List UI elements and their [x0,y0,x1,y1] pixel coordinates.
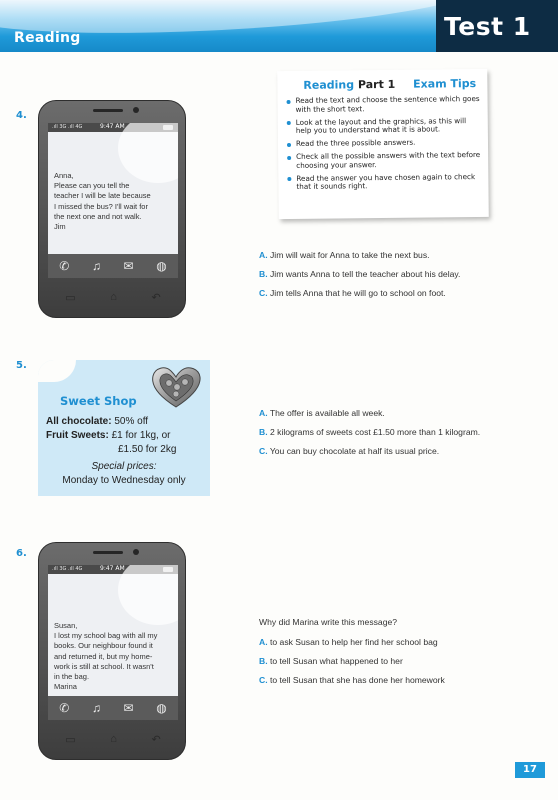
menu-icon: ▭ [65,733,76,746]
message-line: in the bag. [54,672,90,682]
tip-item: Check all the possible answers with the text before choosing your answer. [286,151,484,170]
option-letter: C. [259,288,268,298]
message-line: books. Our neighbour found it [54,641,153,651]
phone-message-4 [38,100,186,318]
answer-option-5c[interactable] [259,446,439,456]
exam-tips-card [277,69,489,219]
phone-speaker [93,109,123,112]
sweets-value: £1 for 1kg, or [111,430,171,441]
mail-icon: ✉ [123,701,134,715]
music-icon: ♫ [91,259,101,273]
sweets-offer-cont: £1.50 for 2kg [118,444,177,455]
music-icon: ♫ [91,701,101,715]
tips-title-exam-tips: Exam Tips [413,77,477,91]
option-letter: A. [259,637,268,647]
sweets-offer [46,430,171,441]
option-text: Jim tells Anna that he will go to school on foot. [269,288,446,298]
option-letter: B. [259,656,268,666]
signal-indicator: .ıll 3G .ıll 4G [52,566,83,572]
status-time: 9:47 AM [100,565,125,572]
option-text: Jim wants Anna to tell the teacher about his delay. [269,269,461,279]
text-message [54,621,172,692]
exam-tips-title [303,77,476,92]
phone-nav-bar [48,729,178,749]
page-number: 17 [515,762,545,778]
test-title: Test 1 [444,12,531,41]
home-icon: ⌂ [110,291,117,303]
section-title: Reading [14,30,81,46]
tip-item: Read the answer you have chosen again to check that it sounds right. [286,172,484,191]
answer-option-5a[interactable] [259,408,385,418]
option-letter: C. [259,446,268,456]
question-number-6: 6. [16,548,27,559]
status-time: 9:47 AM [100,123,125,130]
screen-glare [118,565,178,625]
option-letter: B. [259,427,268,437]
question-number-5: 5. [16,360,27,371]
globe-icon: ◍ [156,701,167,715]
tip-item: Read the three possible answers. [286,138,484,149]
phone-message-6 [38,542,186,760]
option-text: 2 kilograms of sweets cost £1.50 more than 1 kilogram. [269,427,481,437]
option-text: Jim will wait for Anna to take the next bus. [269,250,430,260]
answer-option-6a[interactable] [259,637,438,647]
message-line: and returned it, but my home- [54,651,153,661]
message-line: Please can you tell the [54,181,130,191]
message-line: I missed the bus? I'll wait for [54,201,148,211]
option-text: to ask Susan to help her find her school bag [269,637,438,647]
shop-title: Sweet Shop [60,394,137,408]
option-letter: B. [259,269,268,279]
answer-option-4a[interactable] [259,250,430,260]
message-line: Marina [54,682,77,692]
phone-nav-bar [48,287,178,307]
chocolate-value: 50% off [114,416,149,427]
option-text: to tell Susan that she has done her homework [269,675,445,685]
sweets-label: Fruit Sweets: [46,430,109,441]
chocolate-label: All chocolate: [46,416,112,427]
answer-option-4b[interactable] [259,269,460,279]
phone-icon: ✆ [59,259,70,273]
signal-indicator: .ıll 3G .ıll 4G [52,124,83,130]
home-icon: ⌂ [110,733,117,745]
page-header [0,0,558,52]
tips-title-part: Part 1 [357,77,396,92]
option-text: The offer is available all week. [269,408,385,418]
chocolate-offer [46,416,148,427]
offer-days: Monday to Wednesday only [62,475,186,486]
phone-camera [133,549,139,555]
menu-icon: ▭ [65,291,76,304]
question-number-4: 4. [16,110,27,121]
answer-option-6b[interactable] [259,656,403,666]
app-dock [48,696,178,720]
option-text: You can buy chocolate at half its usual price. [269,446,440,456]
tips-title-reading: Reading [303,78,355,92]
heart-chocolates-icon [149,363,203,409]
app-dock [48,254,178,278]
option-letter: C. [259,675,268,685]
tip-item: Look at the layout and the graphics, as this will help you to understand what it is about. [286,116,484,135]
message-line: Anna, [54,171,74,180]
question-stem-6: Why did Marina write this message? [259,617,398,627]
message-line: teacher I will be late because [54,191,151,201]
message-line: work is still at school. It wasn't [54,661,154,671]
phone-speaker [93,551,123,554]
phone-screen [48,123,178,278]
globe-icon: ◍ [156,259,167,273]
answer-option-6c[interactable] [259,675,445,685]
option-letter: A. [259,250,268,260]
option-letter: A. [259,408,268,418]
option-text: to tell Susan what happened to her [269,656,403,666]
back-icon: ↶ [151,733,161,746]
phone-camera [133,107,139,113]
message-line: Jim [54,222,66,232]
tip-item: Read the text and choose the sentence which goes with the short text. [286,95,484,114]
notice-corner [38,360,76,382]
message-line: I lost my school bag with all my [54,631,158,641]
message-line: the next one and not walk. [54,211,142,221]
special-prices-label: Special prices: [91,461,157,472]
tips-list [286,95,485,196]
message-line: Susan, [54,621,78,630]
answer-option-5b[interactable] [259,427,480,437]
phone-icon: ✆ [59,701,70,715]
text-message [54,171,172,232]
answer-option-4c[interactable] [259,288,446,298]
phone-screen [48,565,178,720]
back-icon: ↶ [151,291,161,304]
mail-icon: ✉ [123,259,134,273]
